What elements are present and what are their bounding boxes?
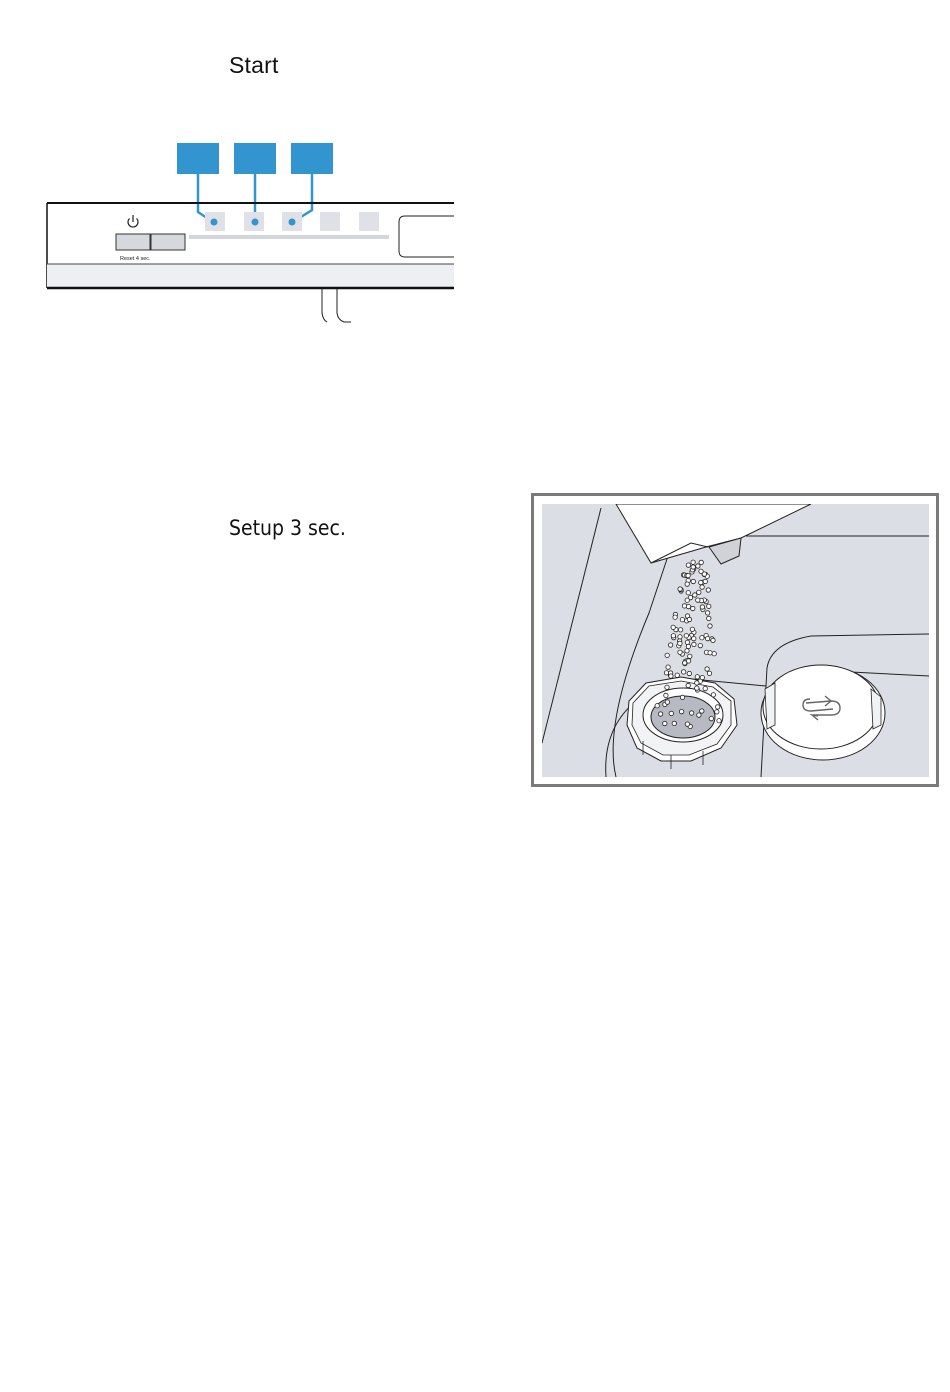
start-label: Start: [229, 52, 279, 78]
reset-caption: Reset 4 sec.: [120, 256, 151, 262]
program-button-4[interactable]: [320, 212, 340, 231]
power-button-left[interactable]: [116, 234, 150, 250]
power-icon: [128, 215, 138, 227]
panel-bottom-strip: [47, 264, 454, 287]
reservoir-cap: [761, 665, 885, 760]
leader-dot-2: [252, 219, 259, 226]
callout-box-1: [177, 143, 219, 174]
leader-dot-1: [211, 219, 218, 226]
display-window: [399, 216, 454, 257]
door-handle: [322, 289, 327, 322]
leader-dot-3: [289, 219, 296, 226]
callout-box-3: [291, 143, 333, 174]
callout-box-2: [234, 143, 276, 174]
setup-label: Setup 3 sec.: [229, 516, 346, 540]
program-button-5[interactable]: [359, 212, 379, 231]
control-panel-illustration: [0, 0, 470, 340]
salt-refill-illustration: [531, 493, 940, 788]
indicator-bar: [189, 235, 389, 239]
power-button-right[interactable]: [151, 234, 185, 250]
